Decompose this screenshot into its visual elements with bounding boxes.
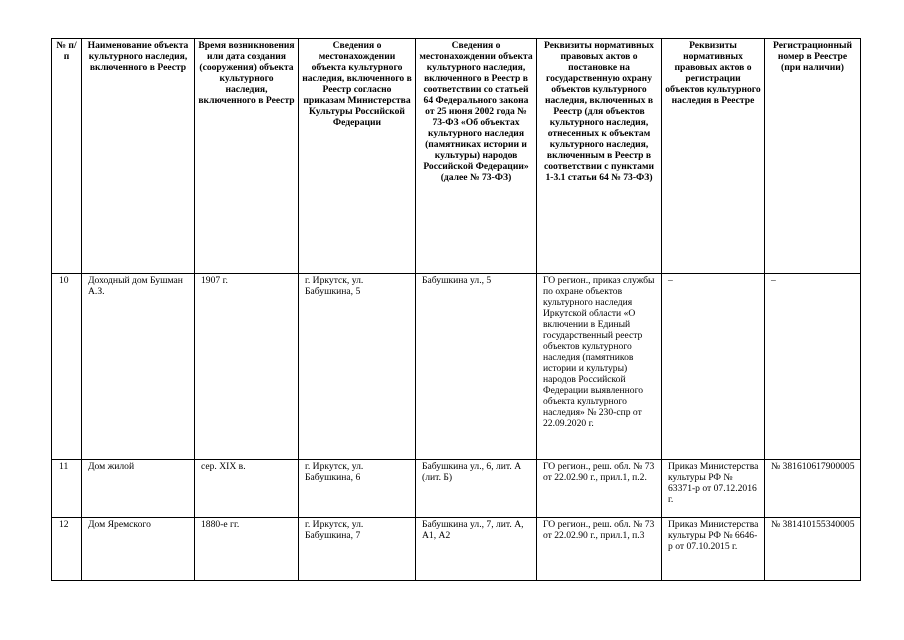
cell-location-ministry: г. Иркутск, ул. Бабушкина, 5 <box>299 274 416 460</box>
cell-location-law: Бабушкина ул., 5 <box>416 274 537 460</box>
cell-registration-acts: Приказ Министерства культуры РФ № 63371-р от 07.12.2016 г. <box>662 460 765 518</box>
column-header-location-law: Сведения о местонахождении объекта культурного наследия, включенного в Реестр в соответствии со статьей 64 Федерального закона от 25 июня 2002 года № 73-ФЗ «Об объектах культурного наследия (памятниках истории и культуры) народов Российской Федерации» (далее № 73-ФЗ) <box>416 39 537 274</box>
table-header-row <box>52 39 861 274</box>
cell-location-ministry: г. Иркутск, ул. Бабушкина, 7 <box>299 518 416 581</box>
cell-number: 12 <box>52 518 82 581</box>
column-header-name: Наименование объекта культурного наследия, включенного в Реестр <box>82 39 195 274</box>
cell-location-ministry: г. Иркутск, ул. Бабушкина, 6 <box>299 460 416 518</box>
cell-registration-number: № 381410155340005 <box>765 518 861 581</box>
cell-protection-acts: ГО регион., приказ службы по охране объектов культурного наследия Иркутской области «О включении в Единый государственный реестр объектов культурного наследия (памятников истории и культуры) народов Российской Федерации выявленного объекта культурного наследия» № 230-спр от 22.09.2020 г. <box>537 274 662 460</box>
column-header-number: № п/п <box>52 39 82 274</box>
table-row <box>52 518 861 581</box>
table-row <box>52 274 861 460</box>
column-header-protection-acts: Реквизиты нормативных правовых актов о постановке на государственную охрану объектов культурного наследия, включенных в Реестр (для объектов культурного наследия, отнесенных к объектам культурного наследия, включенным в Реестр в соответствии с пунктами 1-3.1 статьи 64 № 73-ФЗ) <box>537 39 662 274</box>
table-row <box>52 460 861 518</box>
cell-registration-number: № 381610617900005 <box>765 460 861 518</box>
cell-name: Дом Яремского <box>82 518 195 581</box>
cell-protection-acts: ГО регион., реш. обл. № 73 от 22.02.90 г., прил.1, п.2. <box>537 460 662 518</box>
cell-registration-acts: Приказ Министерства культуры РФ № 6646-р от 07.10.2015 г. <box>662 518 765 581</box>
cell-number: 10 <box>52 274 82 460</box>
cell-registration-acts: – <box>662 274 765 460</box>
column-header-date: Время возникновения или дата создания (сооружения) объекта культурного наследия, включенного в Реестр <box>195 39 299 274</box>
cell-date: сер. XIX в. <box>195 460 299 518</box>
cell-protection-acts: ГО регион., реш. обл. № 73 от 22.02.90 г., прил.1, п.3 <box>537 518 662 581</box>
column-header-location-ministry: Сведения о местонахождении объекта культурного наследия, включенного в Реестр согласно приказам Министерства Культуры Российской Федерации <box>299 39 416 274</box>
cell-location-law: Бабушкина ул., 6, лит. А (лит. Б) <box>416 460 537 518</box>
cell-location-law: Бабушкина ул., 7, лит. А, А1, А2 <box>416 518 537 581</box>
cell-date: 1907 г. <box>195 274 299 460</box>
column-header-registration-acts: Реквизиты нормативных правовых актов о регистрации объектов культурного наследия в Реестре <box>662 39 765 274</box>
heritage-registry-table <box>51 38 861 581</box>
cell-name: Дом жилой <box>82 460 195 518</box>
cell-registration-number: – <box>765 274 861 460</box>
cell-number: 11 <box>52 460 82 518</box>
cell-name: Доходный дом Бушман А.З. <box>82 274 195 460</box>
cell-date: 1880-е гг. <box>195 518 299 581</box>
column-header-registration-number: Регистрационный номер в Реестре (при наличии) <box>765 39 861 274</box>
